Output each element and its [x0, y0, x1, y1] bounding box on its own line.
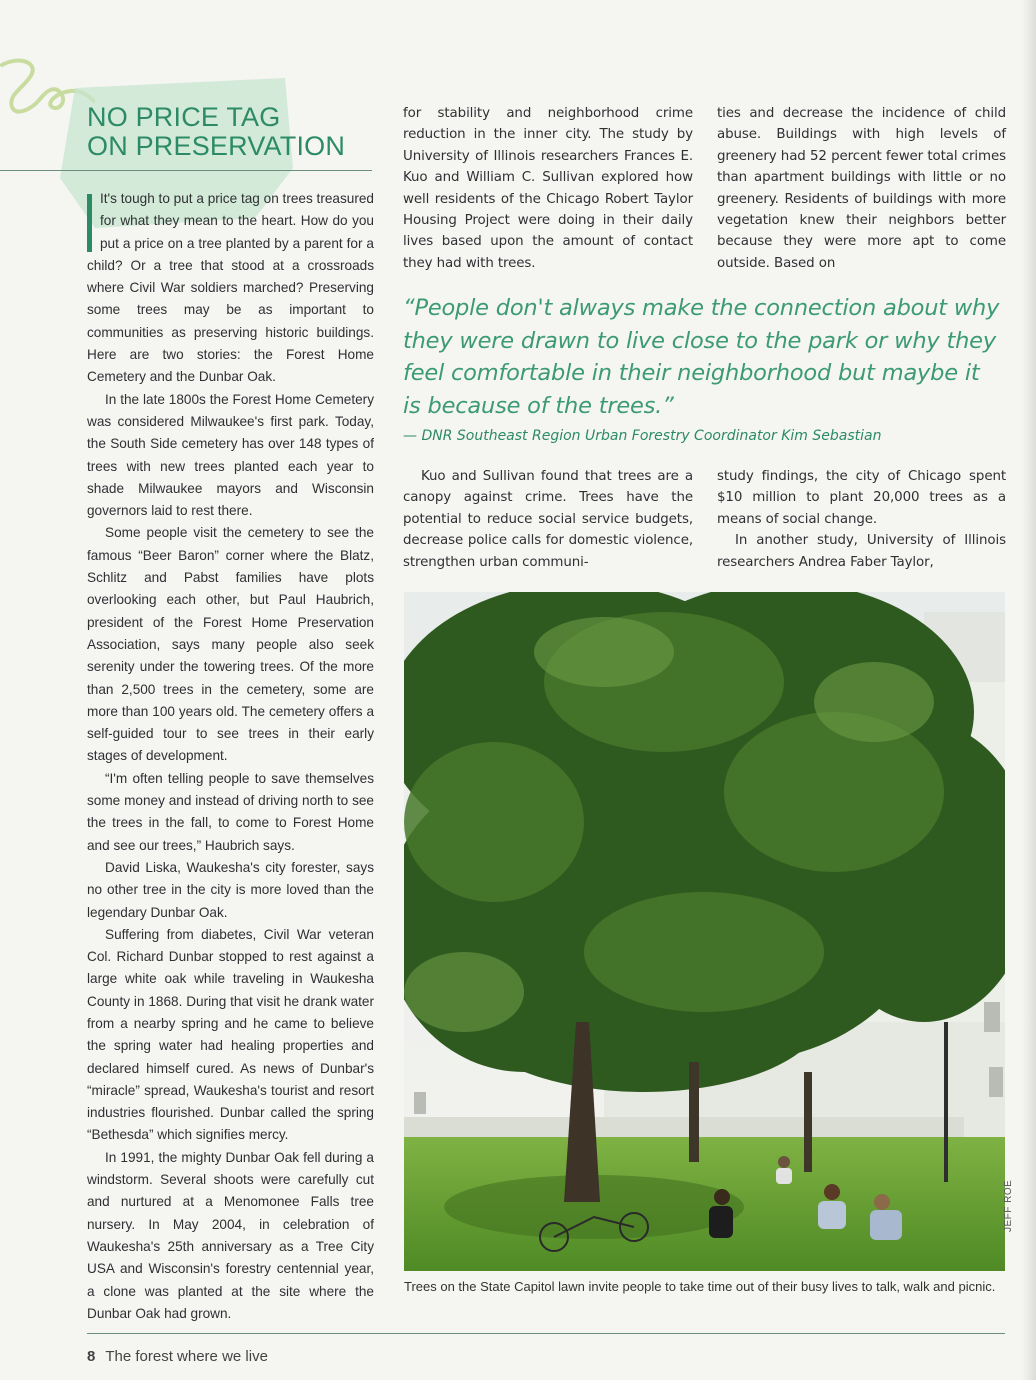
body-paragraph: Some people visit the cemetery to see the famous “Beer Baron” corner where the Blatz, Schlitz and Pabst families have plots overlooking each other, but Paul Haubrich, president of the Forest Home Preservation Association, says many people also seek serenity under the towering trees. Of the more than 2,500 trees in the cemetery, some are more than 100 years old. The cemetery offers a self-guided tour to see trees in their early stages of development. — [87, 525, 374, 764]
page-edge-shadow — [1022, 0, 1036, 1380]
body-paragraph: Suffering from diabetes, Civil War veteran Col. Richard Dunbar stopped to rest against a large white oak while traveling in Waukesha County in 1868. During that visit he drank water from a nearby spring and he came to believe the spring water had healing properties and declared himself cured. As news of Dunbar's “miracle” spread, Waukesha's tourist and resort industries flourished. Dunbar called the spring “Bethesda” which signifies mercy. — [87, 926, 374, 1143]
body-paragraph: David Liska, Waukesha's city forester, says no other tree in the city is more loved than the legendary Dunbar Oak. — [87, 859, 374, 920]
article-headline — [87, 103, 345, 161]
headline-line-2: ON PRESERVATION — [87, 131, 346, 161]
body-paragraph: “I'm often telling people to save themselves some money and instead of driving north to see the trees in the fall, to come to Forest Home and see our trees,” Haubrich says. — [87, 770, 374, 853]
body-paragraph: study findings, the city of Chicago spent $10 million to plant 20,000 trees as a means of social change. — [717, 469, 1006, 527]
middle-column-top — [403, 103, 693, 274]
capitol-lawn-photo — [404, 592, 1005, 1271]
drop-cap-bar — [87, 194, 92, 252]
photo-credit: JEFF ROE — [1003, 1179, 1014, 1232]
body-paragraph: In another study, University of Illinois researchers Andrea Faber Taylor, — [717, 533, 1006, 570]
headline-line-1: NO PRICE TAG — [87, 102, 281, 132]
body-paragraph: In 1991, the mighty Dunbar Oak fell during a windstorm. Several shoots were carefully cut and nurtured at a Menomonee Falls tree nursery. In May 2004, in celebration of Waukesha's 25th anniversary as a Tree City USA and Wisconsin's forestry centennial year, a clone was planted at the site where the Dunbar Oak had grown. — [87, 1149, 374, 1321]
footer-divider — [87, 1333, 1005, 1334]
body-paragraph: ties and decrease the incidence of child abuse. Buildings with high levels of greenery had 52 percent fewer total crimes than apartment buildings with little or no greenery. Residents of buildings with more vegetation knew their neighbors better because they were more apt to come outside. Based on — [717, 106, 1006, 271]
body-paragraph: for stability and neighborhood crime reduction in the inner city. The study by University of Illinois researchers Frances E. Kuo and William C. Sullivan explored how well residents of the Chicago Robert Taylor Housing Project were doing in their daily lives based upon the amount of contact they had with trees. — [403, 106, 693, 271]
right-column-top — [717, 103, 1006, 274]
right-column-bottom — [717, 466, 1006, 573]
page-number: 8 — [87, 1348, 96, 1365]
running-title: The forest where we live — [105, 1348, 268, 1365]
pull-quote-attribution: — DNR Southeast Region Urban Forestry Coordinator Kim Sebastian — [403, 428, 882, 444]
body-paragraph: Kuo and Sullivan found that trees are a canopy against crime. Trees have the potential to reduce social service budgets, decrease police calls for domestic violence, strengthen urban communi- — [403, 469, 693, 570]
tree-illustration — [404, 592, 1005, 1271]
page-footer — [87, 1348, 268, 1365]
middle-column-bottom — [403, 466, 693, 573]
intro-paragraph: It's tough to put a price tag on trees treasured for what they mean to the heart. How do you put a price on a tree planted by a parent for a child? Or a tree that stood at a crossroads where Civil War soldiers marched? Preserving some trees may be as important to communities as preserving historic buildings. Here are two stories: the Forest Home Cemetery and the Dunbar Oak. — [87, 191, 374, 385]
photo-caption: Trees on the State Capitol lawn invite people to take time out of their busy lives to talk, walk and picnic. — [404, 1279, 996, 1294]
headline-divider — [0, 170, 372, 171]
left-column — [87, 188, 374, 1325]
body-paragraph: In the late 1800s the Forest Home Cemetery was considered Milwaukee's first park. Today, the South Side cemetery has over 148 types of trees with new trees planted each year to shade Milwaukee mayors and Wisconsin governors laid to rest there. — [87, 391, 374, 519]
pull-quote: “People don't always make the connection about why they were drawn to live close to the park or why they feel comfortable in their neighborhood but maybe it is because of the trees.” — [403, 295, 1000, 419]
